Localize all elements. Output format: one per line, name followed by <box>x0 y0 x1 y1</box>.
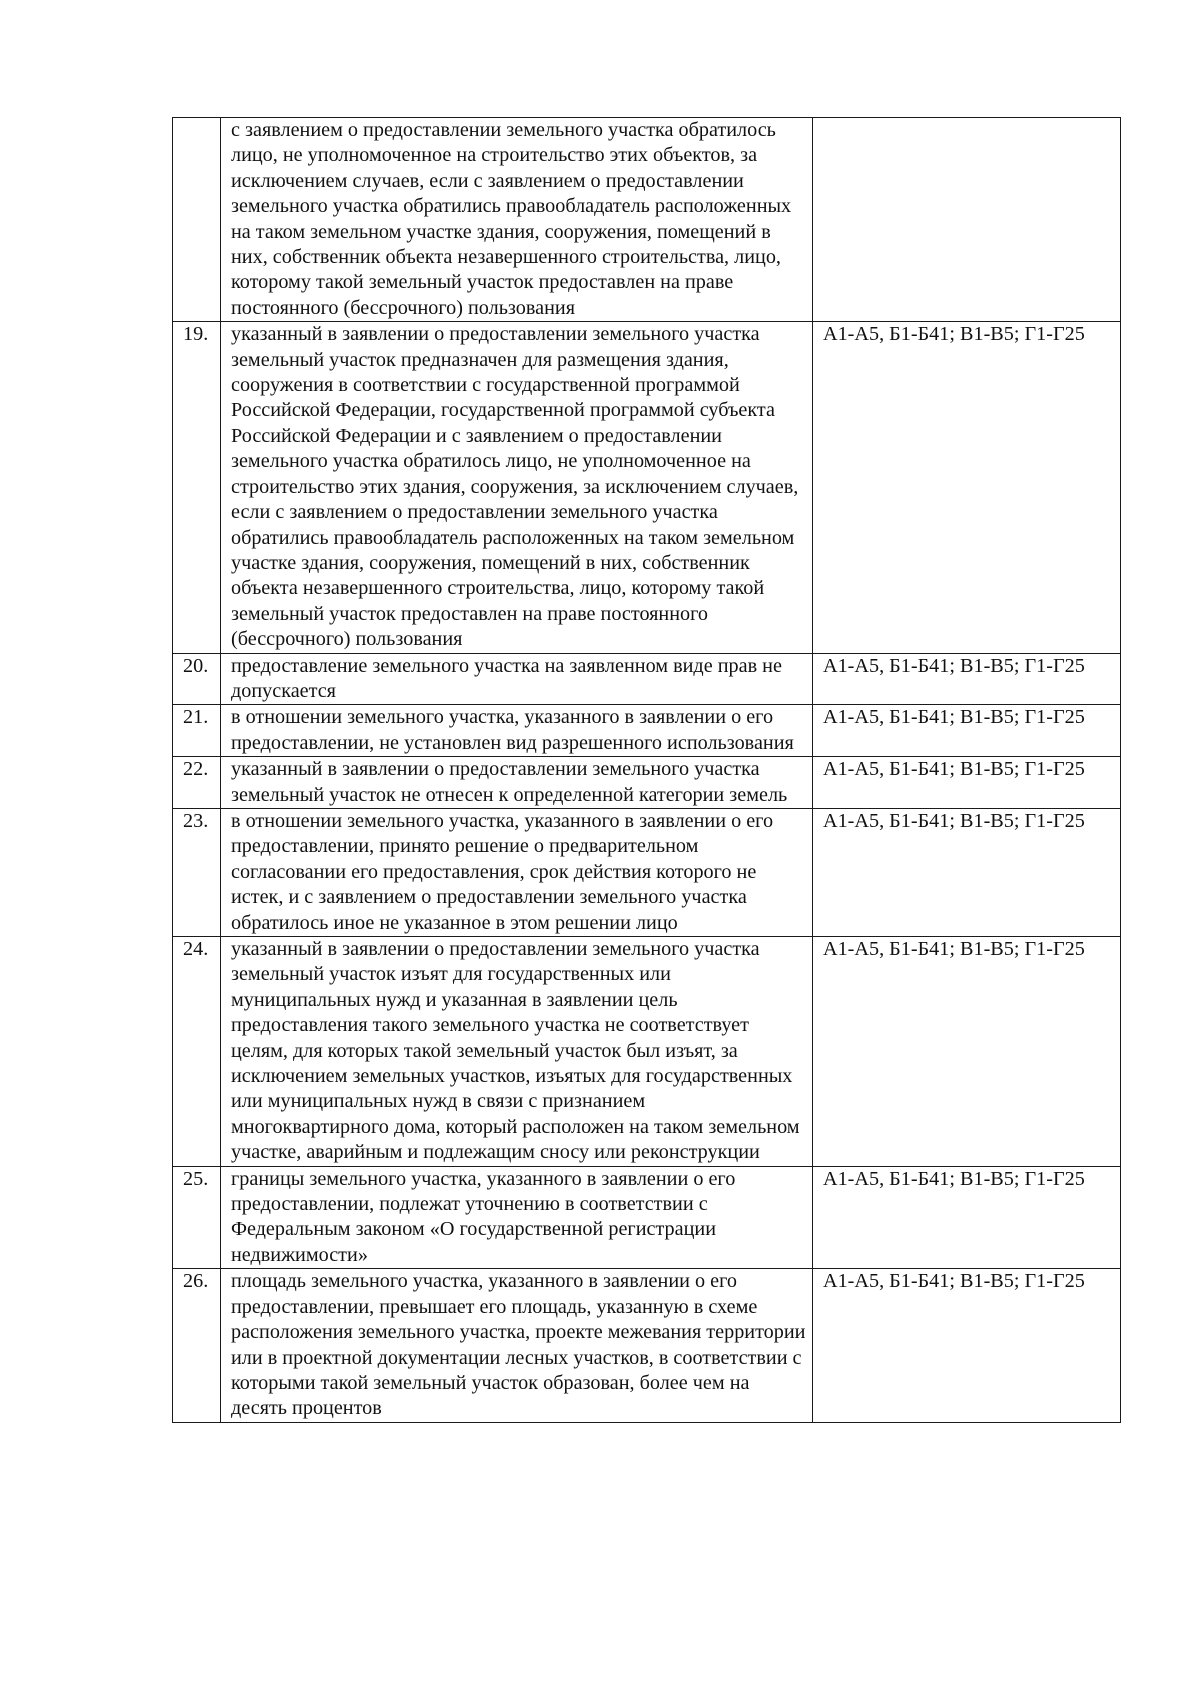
table-row <box>173 808 1121 936</box>
row-number: 24. <box>173 937 221 1167</box>
row-text: указанный в заявлении о предоставлении земельного участка земельный участок предназначен для размещения здания, сооружения в соответствии с государственной программой Российской Федерации, государственной программой субъекта Российской Федерации и с заявлением о предоставлении земельного участка обратилось лицо, не уполномоченное на строительство этих здания, сооружения, за исключением случаев, если с заявлением о предоставлении земельного участка обратились правообладатель расположенных на таком земельном участке здания, сооружения, помещений в них, собственник объекта незавершенного строительства, лицо, которому такой земельный участок предоставлен на праве постоянного (бессрочного) пользования <box>221 322 813 653</box>
table-row <box>173 937 1121 1167</box>
row-codes: А1-А5, Б1-Б41; В1-В5; Г1-Г25 <box>813 322 1121 653</box>
row-text: предоставление земельного участка на заявленном виде прав не допускается <box>221 653 813 705</box>
row-number: 20. <box>173 653 221 705</box>
row-codes: А1-А5, Б1-Б41; В1-В5; Г1-Г25 <box>813 757 1121 809</box>
row-number <box>173 118 221 322</box>
row-number: 26. <box>173 1269 221 1422</box>
grounds-table <box>172 117 1121 1423</box>
table-row <box>173 1269 1121 1422</box>
row-codes: А1-А5, Б1-Б41; В1-В5; Г1-Г25 <box>813 1269 1121 1422</box>
table-row <box>173 322 1121 653</box>
row-text: площадь земельного участка, указанного в заявлении о его предоставлении, превышает его площадь, указанную в схеме расположения земельного участка, проекте межевания территории или в проектной документации лесных участков, в соответствии с которыми такой земельный участок образован, более чем на десять процентов <box>221 1269 813 1422</box>
table-row <box>173 705 1121 757</box>
row-text: в отношении земельного участка, указанного в заявлении о его предоставлении, не установлен вид разрешенного использования <box>221 705 813 757</box>
row-text: в отношении земельного участка, указанного в заявлении о его предоставлении, принято решение о предварительном согласовании его предоставления, срок действия которого не истек, и с заявлением о предоставлении земельного участка обратилось иное не указанное в этом решении лицо <box>221 808 813 936</box>
row-number: 19. <box>173 322 221 653</box>
row-codes: А1-А5, Б1-Б41; В1-В5; Г1-Г25 <box>813 808 1121 936</box>
table-row <box>173 1166 1121 1269</box>
table-row <box>173 757 1121 809</box>
row-number: 23. <box>173 808 221 936</box>
row-codes: А1-А5, Б1-Б41; В1-В5; Г1-Г25 <box>813 937 1121 1167</box>
row-codes: А1-А5, Б1-Б41; В1-В5; Г1-Г25 <box>813 1166 1121 1269</box>
row-number: 22. <box>173 757 221 809</box>
row-codes <box>813 118 1121 322</box>
row-text: границы земельного участка, указанного в заявлении о его предоставлении, подлежат уточнению в соответствии с Федеральным законом «О государственной регистрации недвижимости» <box>221 1166 813 1269</box>
table-row <box>173 653 1121 705</box>
row-codes: А1-А5, Б1-Б41; В1-В5; Г1-Г25 <box>813 653 1121 705</box>
table-row <box>173 118 1121 322</box>
row-number: 25. <box>173 1166 221 1269</box>
row-text: указанный в заявлении о предоставлении земельного участка земельный участок не отнесен к определенной категории земель <box>221 757 813 809</box>
row-text: указанный в заявлении о предоставлении земельного участка земельный участок изъят для государственных или муниципальных нужд и указанная в заявлении цель предоставления такого земельного участка не соответствует целям, для которых такой земельный участок был изъят, за исключением земельных участков, изъятых для государственных или муниципальных нужд в связи с признанием многоквартирного дома, который расположен на таком земельном участке, аварийным и подлежащим сносу или реконструкции <box>221 937 813 1167</box>
row-number: 21. <box>173 705 221 757</box>
row-codes: А1-А5, Б1-Б41; В1-В5; Г1-Г25 <box>813 705 1121 757</box>
row-text: с заявлением о предоставлении земельного участка обратилось лицо, не уполномоченное на строительство этих объектов, за исключением случаев, если с заявлением о предоставлении земельного участка обратились правообладатель расположенных на таком земельном участке здания, сооружения, помещений в них, собственник объекта незавершенного строительства, лицо, которому такой земельный участок предоставлен на праве постоянного (бессрочного) пользования <box>221 118 813 322</box>
